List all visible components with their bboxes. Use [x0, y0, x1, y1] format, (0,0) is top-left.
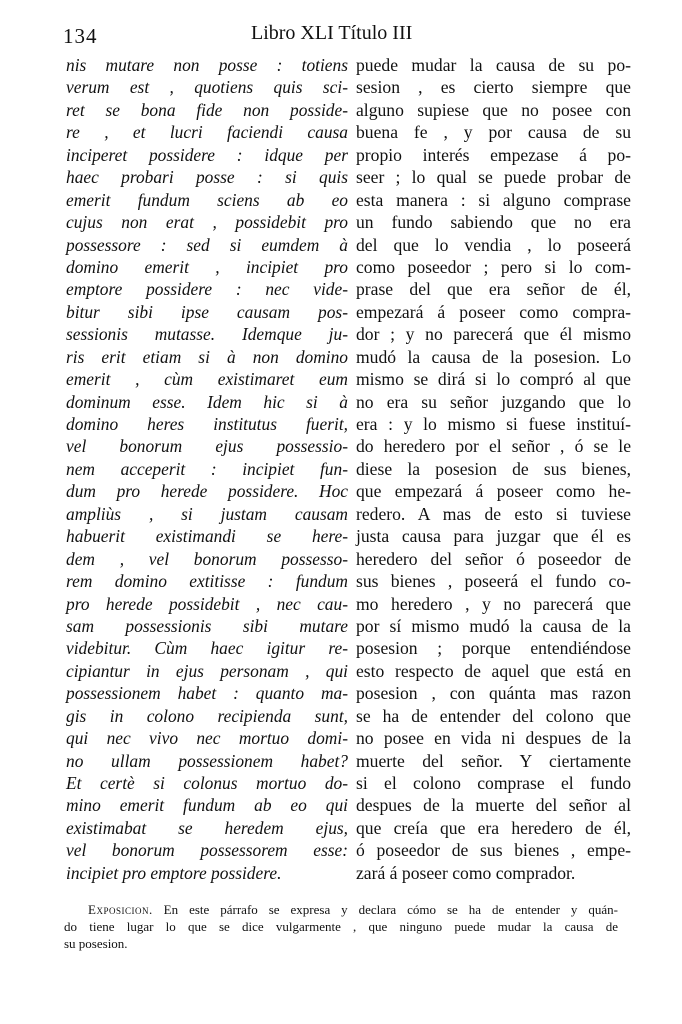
exposition-line-3: su posesion. — [64, 936, 128, 951]
latin-text-line: possessore : sed si eumdem à — [66, 234, 348, 255]
exposition-line-2: do tiene lugar lo que se dice vulgarmente , que ninguno puede mudar la causa de — [64, 919, 618, 934]
latin-text-line: qui nec vivo nec mortuo domi- — [66, 728, 348, 749]
latin-text-line: habuerit existimandi se here- — [66, 526, 348, 547]
latin-text-line: possessionem habet : quanto ma- — [66, 683, 348, 704]
spanish-text-line: un fundo sabiendo que no era — [356, 212, 631, 233]
latin-text-line: pro herede possidebit , nec cau- — [66, 593, 348, 614]
latin-text-line: ret se bona fide non posside- — [66, 99, 348, 120]
spanish-text-line: por sí mismo mudó la causa de la — [356, 615, 631, 636]
spanish-text-line: que empezará á poseer como he- — [356, 481, 631, 502]
latin-text-line: rem domino extitisse : fundum — [66, 571, 348, 592]
latin-text-line: dominum esse. Idem hic si à — [66, 391, 348, 412]
latin-text-line: cujus non erat , possidebit pro — [66, 212, 348, 233]
latin-text-line: dem , vel bonorum possesso- — [66, 548, 348, 569]
latin-text-line: emerit fundum sciens ab eo — [66, 189, 348, 210]
spanish-text-line: propio interés empezase á po- — [356, 144, 631, 165]
latin-text-line: videbitur. Cùm haec igitur re- — [66, 638, 348, 659]
latin-text-line: Et certè si colonus mortuo do- — [66, 773, 348, 793]
spanish-text-line: prase del que era señor de él, — [356, 279, 631, 300]
latin-text-line: emerit , cùm existimaret eum — [66, 369, 348, 390]
spanish-text-line: esta manera : si alguno comprase — [356, 189, 631, 210]
spanish-text-line: mismo se dirá si lo compró al que — [356, 369, 631, 390]
exposition-line-1 — [88, 901, 618, 918]
spanish-text-line: sus bienes , poseerá el fundo co- — [356, 571, 631, 592]
spanish-text-line: justa causa para juzgar que él es — [356, 526, 631, 547]
spanish-text-line: como poseedor ; pero si lo com- — [356, 256, 631, 277]
latin-text-line: nis mutare non posse : totiens — [66, 55, 348, 75]
latin-text-line: mino emerit fundum ab eo qui — [66, 795, 348, 816]
spanish-text-line: esto respecto de aquel que está en — [356, 660, 631, 681]
spanish-text-line: sesion , es cierto siempre que — [356, 77, 631, 98]
running-title: Libro XLI Título III — [251, 22, 413, 44]
latin-text-line: existimabat se heredem ejus, — [66, 817, 348, 838]
spanish-text-line: se ha de entender del colono que — [356, 705, 631, 726]
latin-text-column — [66, 54, 348, 884]
spanish-text-line: mo heredero , y no parecerá que — [356, 593, 631, 614]
latin-text-line: ampliùs , si justam causam — [66, 503, 348, 524]
latin-text-line: verum est , quotiens quis sci- — [66, 77, 348, 98]
spanish-text-line: seer ; lo qual se puede probar de — [356, 167, 631, 188]
latin-text-line: incipiet pro emptore possidere. — [66, 862, 282, 883]
latin-text-line: dum pro herede possidere. Hoc — [66, 481, 348, 502]
spanish-text-line: ó poseedor de sus bienes , empe- — [356, 840, 631, 861]
spanish-text-line: despues de la muerte del señor al — [356, 795, 631, 816]
exposition-note — [64, 901, 618, 952]
spanish-text-line: del que lo vendia , lo poseerá — [356, 234, 631, 255]
latin-text-line: domino emerit , incipiet pro — [66, 256, 348, 277]
latin-text-line: gis in colono recipienda sunt, — [66, 705, 348, 726]
spanish-text-line: buena fe , y por causa de su — [356, 122, 631, 143]
spanish-text-line: diese la posesion de sus bienes, — [356, 458, 631, 479]
latin-text-line: nem acceperit : incipiet fun- — [66, 458, 348, 479]
spanish-text-line: alguno supiese que no posee con — [356, 99, 631, 120]
latin-text-line: no ullam possessionem habet? — [66, 750, 348, 771]
latin-text-line: bitur sibi ipse causam pos- — [66, 301, 348, 322]
latin-text-line: sessionis mutasse. Idemque ju- — [66, 324, 348, 345]
latin-text-line: ris erit etiam si à non domino — [66, 346, 348, 367]
latin-text-line: inciperet possidere : idque per — [66, 144, 348, 165]
spanish-translation-column — [356, 54, 631, 884]
spanish-text-line: puede mudar la causa de su po- — [356, 55, 631, 75]
spanish-text-line: zará á poseer como comprador. — [356, 862, 576, 883]
latin-text-line: vel bonorum ejus possessio- — [66, 436, 348, 457]
spanish-text-line: mudó la causa de la posesion. Lo — [356, 346, 631, 367]
latin-text-line: sam possessionis sibi mutare — [66, 615, 348, 636]
latin-text-line: haec probari posse : si quis — [66, 167, 348, 188]
spanish-text-line: muerte del señor. Y ciertamente — [356, 750, 631, 771]
spanish-text-line: empezará á poseer como compra- — [356, 301, 631, 322]
spanish-text-line: do heredero por el señor , ó se le — [356, 436, 631, 457]
latin-text-line: emptore possidere : nec vide- — [66, 279, 348, 300]
spanish-text-line: si el colono comprase el fundo — [356, 773, 631, 793]
spanish-text-line: era : y lo mismo si fuese instituí- — [356, 414, 631, 434]
spanish-text-line: que creía que era heredero de él, — [356, 817, 631, 838]
page-header — [63, 18, 643, 52]
latin-text-line: vel bonorum possessorem esse: — [66, 840, 348, 861]
latin-text-line: re , et lucri faciendi causa — [66, 122, 348, 143]
latin-text-line: cipiantur in ejus personam , qui — [66, 660, 348, 681]
spanish-text-line: no era su señor juzgando que lo — [356, 391, 631, 412]
spanish-text-line: dor ; y no parecerá que él mismo — [356, 324, 631, 345]
spanish-text-line: posesion , con quánta mas razon — [356, 683, 631, 704]
spanish-text-line: redero. A mas de esto si tuviese — [356, 503, 631, 524]
latin-text-line: domino heres institutus fuerit, — [66, 414, 348, 434]
exposition-label: Exposicion. — [88, 902, 153, 917]
spanish-text-line: no posee en vida ni despues de la — [356, 728, 631, 749]
page-number: 134 — [63, 24, 98, 48]
spanish-text-line: heredero del señor ó poseedor de — [356, 548, 631, 569]
spanish-text-line: posesion ; porque entendiéndose — [356, 638, 631, 659]
exposition-text-1: En este párrafo se expresa y declara cómo se ha de entender y quán- — [163, 902, 618, 917]
